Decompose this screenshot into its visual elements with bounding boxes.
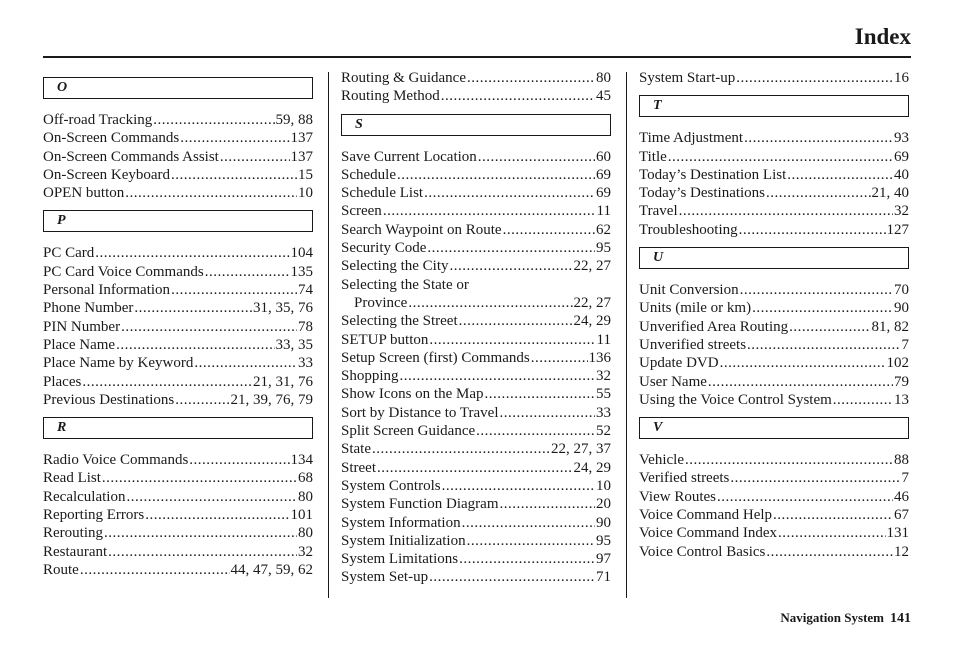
entry-term: On-Screen Commands Assist — [43, 148, 219, 165]
section-header-t: T — [639, 95, 909, 117]
dot-leader — [116, 336, 274, 354]
entry-term: SETUP button — [341, 331, 429, 348]
entry-term: Previous Destinations — [43, 391, 175, 408]
entry-page-numbers: 22, 27, 37 — [551, 441, 611, 458]
entry-term: Update DVD — [639, 355, 719, 372]
entry-term: On-Screen Commands — [43, 130, 180, 147]
entry-term: Selecting the City — [341, 258, 449, 275]
dot-leader — [220, 148, 290, 166]
entry-term: Place Name by Keyword — [43, 355, 194, 372]
index-entry — [341, 257, 611, 275]
entry-page-numbers: 131 — [886, 525, 909, 542]
entry-term: Unverified streets — [639, 336, 747, 353]
entry-page-numbers: 101 — [290, 507, 313, 524]
index-entry — [43, 561, 313, 579]
dot-leader — [467, 69, 595, 87]
entry-page-numbers: 70 — [894, 282, 909, 299]
index-entry — [639, 391, 909, 409]
index-entry — [639, 524, 909, 542]
dot-leader — [503, 221, 595, 239]
index-entry — [341, 239, 611, 257]
entry-page-numbers: 102 — [886, 355, 909, 372]
index-entry — [639, 166, 909, 184]
index-column-2 — [341, 69, 611, 587]
dot-leader — [778, 524, 885, 542]
dot-leader — [134, 299, 252, 317]
index-entry — [639, 488, 909, 506]
index-entry — [341, 331, 611, 349]
dot-leader — [668, 148, 893, 166]
entry-page-numbers: 33 — [298, 355, 313, 372]
entry-page-numbers: 45 — [596, 88, 611, 105]
entry-term: Schedule List — [341, 185, 424, 202]
index-entry — [639, 543, 909, 561]
index-entry — [341, 422, 611, 440]
dot-leader — [717, 488, 893, 506]
index-entry — [341, 184, 611, 202]
index-entry — [639, 336, 909, 354]
entry-term: Routing & Guidance — [341, 70, 466, 86]
dot-leader — [789, 318, 870, 336]
dot-leader — [424, 184, 595, 202]
entry-term: Travel — [639, 203, 678, 220]
index-entry — [639, 299, 909, 317]
index-entry — [639, 129, 909, 147]
entry-page-numbers: 21, 40 — [871, 185, 909, 202]
entry-term: Place Name — [43, 336, 116, 353]
dot-leader — [679, 202, 893, 220]
dot-leader — [531, 349, 588, 367]
entry-page-numbers: 55 — [596, 386, 611, 403]
dot-leader — [485, 385, 596, 403]
entry-term: System Information — [341, 514, 461, 531]
entry-term: State — [341, 441, 371, 458]
index-entry — [639, 451, 909, 469]
entry-page-numbers: 12 — [894, 543, 909, 560]
entry-term: Split Screen Guidance — [341, 423, 476, 440]
dot-leader — [744, 129, 893, 147]
entry-page-numbers: 16 — [894, 70, 909, 86]
entry-page-numbers: 7 — [901, 470, 909, 487]
entry-page-numbers: 136 — [588, 349, 611, 366]
index-entry — [639, 469, 909, 487]
dot-leader — [459, 550, 595, 568]
entry-page-numbers: 90 — [596, 514, 611, 531]
entry-term: Unit Conversion — [639, 282, 739, 299]
entry-page-numbers: 67 — [894, 507, 909, 524]
entry-page-numbers: 62 — [596, 221, 611, 238]
entry-term: Radio Voice Commands — [43, 452, 189, 469]
entry-page-numbers: 10 — [298, 185, 313, 202]
entry-page-numbers: 15 — [298, 166, 313, 183]
column-divider — [626, 72, 627, 598]
entry-page-numbers: 74 — [298, 282, 313, 299]
dot-leader — [377, 459, 573, 477]
entry-term: Units (mile or km) — [639, 300, 752, 317]
entry-page-numbers: 80 — [298, 525, 313, 542]
index-entry — [639, 354, 909, 372]
dot-leader — [145, 506, 289, 524]
dot-leader — [478, 148, 595, 166]
entry-page-numbers: 135 — [290, 263, 313, 280]
index-entry — [341, 404, 611, 422]
index-entry — [341, 568, 611, 586]
footer-label: Navigation System — [780, 610, 884, 625]
dot-leader — [80, 561, 230, 579]
entry-page-numbers: 22, 27 — [573, 258, 611, 275]
dot-leader — [500, 495, 596, 513]
entry-term: On-Screen Keyboard — [43, 166, 171, 183]
entry-term: Off-road Tracking — [43, 112, 153, 128]
index-entry — [341, 312, 611, 330]
entry-page-numbers: 79 — [894, 373, 909, 390]
entry-term: Search Waypoint on Route — [341, 221, 502, 238]
entry-term: Using the Voice Control System — [639, 391, 832, 408]
index-entry — [43, 129, 313, 147]
index-entry — [43, 524, 313, 542]
dot-leader — [180, 129, 289, 147]
entry-term: Time Adjustment — [639, 130, 744, 147]
entry-page-numbers: 32 — [298, 543, 313, 560]
entry-term: Today’s Destinations — [639, 185, 766, 202]
index-entry — [639, 373, 909, 391]
dot-leader — [108, 543, 297, 561]
dot-leader — [441, 87, 595, 105]
dot-leader — [189, 451, 289, 469]
index-entry — [43, 354, 313, 372]
entry-page-numbers: 80 — [596, 70, 611, 86]
index-entry — [639, 202, 909, 220]
entry-term: Recalculation — [43, 488, 126, 505]
dot-leader — [429, 331, 595, 349]
index-entry — [639, 148, 909, 166]
entry-page-numbers: 68 — [298, 470, 313, 487]
entry-page-numbers: 137 — [290, 130, 313, 147]
entry-page-numbers: 31, 35, 76 — [253, 300, 313, 317]
entry-term: Reporting Errors — [43, 507, 145, 524]
index-entry — [341, 385, 611, 403]
index-entry — [341, 87, 611, 105]
entry-term: Security Code — [341, 240, 427, 257]
entry-term: Personal Information — [43, 282, 171, 299]
index-entry — [43, 318, 313, 336]
dot-leader — [153, 111, 274, 129]
index-entry — [43, 184, 313, 202]
index-entry — [43, 263, 313, 281]
entry-term: PC Card — [43, 245, 95, 262]
section-header-o: O — [43, 77, 313, 99]
entry-page-numbers: 21, 31, 76 — [253, 373, 313, 390]
entry-term: User Name — [639, 373, 707, 390]
entry-page-numbers: 10 — [596, 477, 611, 494]
entry-term: Schedule — [341, 166, 396, 183]
index-entry — [341, 514, 611, 532]
entry-page-numbers: 69 — [596, 166, 611, 183]
entry-term: Shopping — [341, 368, 399, 385]
dot-leader — [205, 263, 290, 281]
entry-term: Routing Method — [341, 88, 440, 105]
entry-page-numbers: 95 — [596, 532, 611, 549]
section-header-v: V — [639, 417, 909, 439]
entry-page-numbers: 137 — [290, 148, 313, 165]
entry-page-numbers: 104 — [290, 245, 313, 262]
entry-term: Voice Command Help — [639, 507, 773, 524]
entry-page-numbers: 71 — [596, 569, 611, 586]
index-entry — [43, 506, 313, 524]
entry-term: Setup Screen (first) Commands — [341, 349, 530, 366]
entry-term: Today’s Destination List — [639, 166, 787, 183]
page-title: Index — [854, 24, 911, 49]
index-entry — [639, 69, 909, 87]
entry-term: Voice Control Basics — [639, 543, 766, 560]
dot-leader — [442, 477, 595, 495]
entry-page-numbers: 127 — [886, 221, 909, 238]
entry-page-numbers: 93 — [894, 130, 909, 147]
entry-page-numbers: 24, 29 — [573, 313, 611, 330]
index-entry — [639, 184, 909, 202]
index-entry — [341, 349, 611, 367]
entry-page-numbers: 24, 29 — [573, 459, 611, 476]
index-entry — [341, 367, 611, 385]
dot-leader — [104, 524, 297, 542]
index-entry — [43, 281, 313, 299]
dot-leader — [400, 367, 595, 385]
index-entry — [43, 543, 313, 561]
dot-leader — [740, 281, 893, 299]
entry-term: System Initialization — [341, 532, 466, 549]
index-entry — [43, 111, 313, 129]
entry-page-numbers: 11 — [596, 203, 611, 220]
index-entry — [341, 532, 611, 550]
index-entry — [43, 148, 313, 166]
dot-leader — [383, 202, 596, 220]
entry-page-numbers: 33 — [596, 404, 611, 421]
dot-leader — [95, 244, 289, 262]
entry-term: System Controls — [341, 477, 441, 494]
entry-term: Selecting the State or — [341, 276, 469, 293]
entry-term: Show Icons on the Map — [341, 386, 484, 403]
entry-term: Screen — [341, 203, 382, 220]
dot-leader — [708, 373, 893, 391]
dot-leader — [730, 469, 900, 487]
dot-leader — [739, 221, 886, 239]
entry-page-numbers: 13 — [894, 391, 909, 408]
index-column-3 — [639, 69, 909, 561]
dot-leader — [467, 532, 595, 550]
dot-leader — [427, 239, 595, 257]
entry-page-numbers: 32 — [596, 368, 611, 385]
dot-leader — [102, 469, 297, 487]
index-entry — [43, 469, 313, 487]
entry-term: Verified streets — [639, 470, 730, 487]
dot-leader — [449, 257, 572, 275]
entry-term: System Start-up — [639, 70, 736, 86]
entry-term: Save Current Location — [341, 148, 477, 165]
dot-leader — [171, 281, 297, 299]
index-entry — [639, 318, 909, 336]
dot-leader — [685, 451, 893, 469]
index-entry — [43, 391, 313, 409]
entry-page-numbers: 69 — [894, 148, 909, 165]
index-entry — [639, 221, 909, 239]
dot-leader — [121, 318, 297, 336]
dot-leader — [500, 404, 596, 422]
entry-page-numbers: 59, 88 — [275, 112, 313, 128]
entry-term: Selecting the Street — [341, 313, 458, 330]
dot-leader — [752, 299, 893, 317]
dot-leader — [408, 294, 572, 312]
index-entry — [341, 148, 611, 166]
entry-term: Places — [43, 373, 82, 390]
dot-leader — [171, 166, 297, 184]
index-entry — [341, 294, 611, 312]
index-entry — [43, 451, 313, 469]
index-entry — [43, 336, 313, 354]
dot-leader — [766, 543, 893, 561]
index-entry — [639, 281, 909, 299]
entry-page-numbers: 78 — [298, 318, 313, 335]
entry-page-numbers: 11 — [596, 331, 611, 348]
entry-page-numbers: 81, 82 — [871, 318, 909, 335]
index-entry — [43, 299, 313, 317]
section-header-s: S — [341, 114, 611, 136]
entry-page-numbers: 95 — [596, 240, 611, 257]
entry-term: Title — [639, 148, 667, 165]
entry-term: System Set-up — [341, 569, 429, 586]
section-header-p: P — [43, 210, 313, 232]
page-number: 141 — [890, 611, 911, 626]
index-entry — [341, 69, 611, 87]
entry-term: Read List — [43, 470, 101, 487]
dot-leader — [462, 514, 595, 532]
column-divider — [328, 72, 329, 598]
dot-leader — [194, 354, 297, 372]
entry-page-numbers: 46 — [894, 488, 909, 505]
dot-leader — [773, 506, 893, 524]
index-entry — [341, 459, 611, 477]
entry-page-numbers: 7 — [901, 336, 909, 353]
dot-leader — [397, 166, 595, 184]
entry-page-numbers: 90 — [894, 300, 909, 317]
entry-term: Vehicle — [639, 452, 684, 469]
index-entry — [341, 550, 611, 568]
dot-leader — [747, 336, 900, 354]
dot-leader — [372, 440, 550, 458]
index-entry — [43, 488, 313, 506]
entry-page-numbers: 88 — [894, 452, 909, 469]
entry-page-numbers: 134 — [290, 452, 313, 469]
index-entry — [43, 244, 313, 262]
entry-page-numbers: 20 — [596, 496, 611, 513]
index-entry — [341, 166, 611, 184]
entry-term: Sort by Distance to Travel — [341, 404, 499, 421]
entry-term: System Function Diagram — [341, 496, 499, 513]
entry-page-numbers: 52 — [596, 423, 611, 440]
section-header-r: R — [43, 417, 313, 439]
entry-page-numbers: 40 — [894, 166, 909, 183]
dot-leader — [82, 373, 252, 391]
entry-term: Phone Number — [43, 300, 134, 317]
entry-term: Street — [341, 459, 376, 476]
dot-leader — [459, 312, 573, 330]
entry-term: OPEN button — [43, 185, 125, 202]
index-entry — [341, 477, 611, 495]
entry-page-numbers: 32 — [894, 203, 909, 220]
entry-term: PIN Number — [43, 318, 121, 335]
entry-term: Restaurant — [43, 543, 108, 560]
entry-term: Rerouting — [43, 525, 103, 542]
entry-term: Voice Command Index — [639, 525, 778, 542]
dot-leader — [787, 166, 893, 184]
dot-leader — [720, 354, 886, 372]
page-footer — [780, 610, 911, 627]
index-entry — [341, 276, 611, 294]
entry-page-numbers: 60 — [596, 148, 611, 165]
index-entry — [43, 373, 313, 391]
index-entry — [43, 166, 313, 184]
entry-page-numbers: 80 — [298, 488, 313, 505]
entry-page-numbers: 33, 35 — [275, 336, 313, 353]
entry-term: System Limitations — [341, 551, 459, 568]
header-rule — [43, 56, 911, 58]
entry-page-numbers: 22, 27 — [573, 294, 611, 311]
entry-page-numbers: 69 — [596, 185, 611, 202]
entry-page-numbers: 21, 39, 76, 79 — [230, 391, 313, 408]
index-entry — [639, 506, 909, 524]
index-entry — [341, 221, 611, 239]
entry-term: Province — [354, 294, 408, 311]
entry-term: View Routes — [639, 488, 717, 505]
entry-term: Troubleshooting — [639, 221, 738, 238]
index-entry — [341, 440, 611, 458]
index-column-1 — [43, 69, 313, 579]
dot-leader — [766, 184, 870, 202]
entry-page-numbers: 44, 47, 59, 62 — [230, 561, 313, 578]
section-header-u: U — [639, 247, 909, 269]
entry-term: PC Card Voice Commands — [43, 263, 204, 280]
dot-leader — [175, 391, 229, 409]
dot-leader — [476, 422, 595, 440]
index-entry — [341, 202, 611, 220]
entry-page-numbers: 97 — [596, 551, 611, 568]
dot-leader — [429, 568, 595, 586]
dot-leader — [125, 184, 297, 202]
entry-term: Route — [43, 561, 79, 578]
index-entry — [341, 495, 611, 513]
dot-leader — [126, 488, 297, 506]
entry-term: Unverified Area Routing — [639, 318, 789, 335]
dot-leader — [833, 391, 893, 409]
dot-leader — [736, 69, 893, 87]
